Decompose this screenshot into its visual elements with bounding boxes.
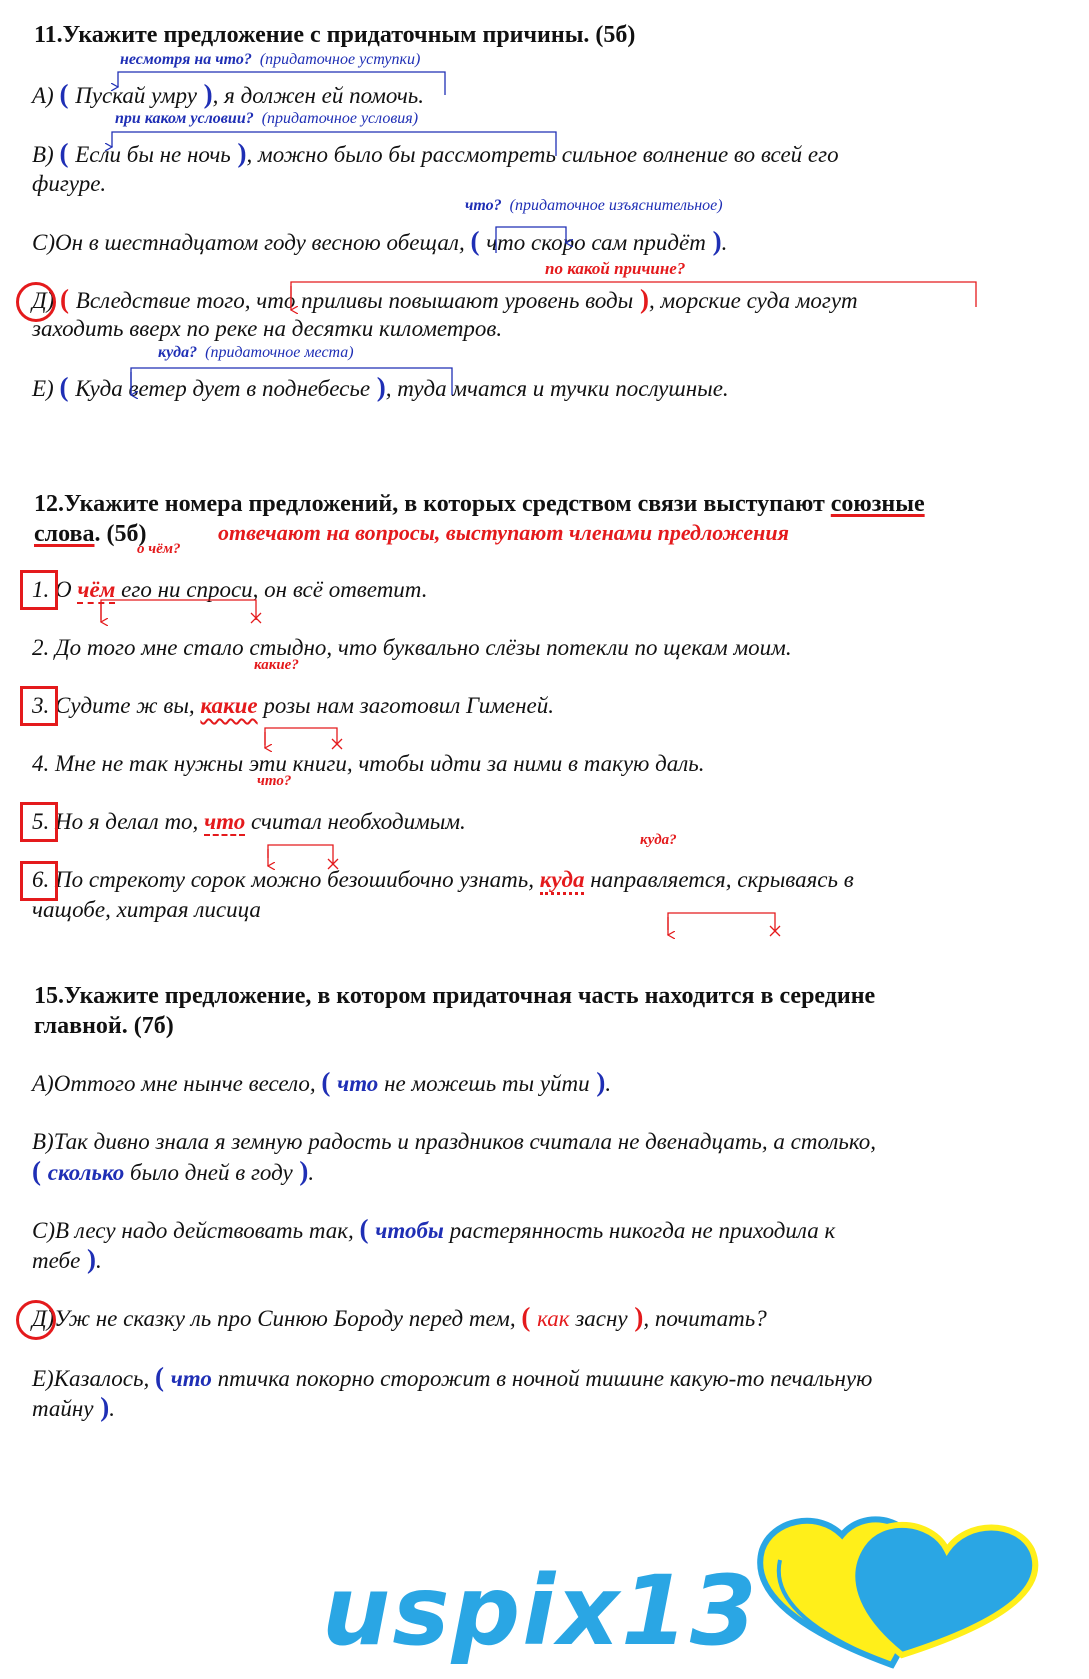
q12-s3-question: какие? (254, 657, 299, 673)
q12-s6-question: куда? (640, 832, 677, 848)
q11-c-sentence: С)Он в шестнадцатом году весною обещал, ( что скоро сам придёт ). (32, 226, 728, 256)
q11-e-annotation: куда? (придаточное места) (158, 344, 354, 361)
q15-c-sentence: С)В лесу надо действовать так, ( чтобы растерянность никогда не приходила к (32, 1214, 836, 1244)
q11-b-sentence-cont: фигуре. (32, 171, 107, 196)
q12-s2-sentence: 2. До того мне стало стыдно, что буквально слёзы потекли по щекам моим. (32, 635, 792, 660)
q12-s1-question: о чём? (137, 541, 181, 557)
q11-d-sentence-cont: заходить вверх по реке на десятки километров. (32, 316, 503, 341)
hearts-icon (742, 1505, 1062, 1675)
q12-s1-sentence: 1. О чём его ни спроси, он всё ответит. (32, 577, 428, 602)
q11-c-annotation: что? (придаточное изъяснительное) (465, 197, 723, 214)
q12-s3-sentence: 3. Судите ж вы, какие розы нам заготовил Гименей. (32, 693, 554, 718)
uspix13-logo: uspix13 (322, 1555, 759, 1667)
q11-e-sentence: Е) ( Куда ветер дует в поднебесье ), туда мчатся и тучки послушные. (32, 372, 729, 402)
q12-s5-question: что? (257, 773, 292, 789)
q11-title: 11.Укажите предложение с придаточным причины. (5б) (34, 22, 636, 48)
q12-s4-sentence: 4. Мне не так нужны эти книги, чтобы идти за ними в такую даль. (32, 751, 705, 776)
q15-e-sentence: Е)Казалось, ( что птичка покорно сторожит в ночной тишине какую-то печальную (32, 1362, 873, 1392)
q15-title-cont: главной. (7б) (34, 1013, 174, 1039)
q15-b-sentence: В)Так дивно знала я земную радость и праздников считала не двенадцать, а столько, (32, 1129, 877, 1154)
q12-title-cont: слова. (5б) (34, 521, 147, 547)
q11-d-annotation: по какой причине? (545, 259, 686, 278)
q11-b-sentence: В) ( Если бы не ночь ), можно было бы рассмотреть сильное волнение во всей его (32, 138, 839, 168)
q15-b-sentence-cont: ( сколько было дней в году ). (32, 1156, 315, 1186)
q12-title: 12.Укажите номера предложений, в которых средством связи выступают союзные (34, 491, 925, 517)
q15-e-sentence-cont: тайну ). (32, 1392, 116, 1422)
q11-d-sentence: Д) ( Вследствие того, что приливы повышают уровень воды ), морские суда могут (32, 284, 858, 314)
q11-a-sentence: А) ( Пускай умру ), я должен ей помочь. (32, 79, 425, 109)
q11-b-annotation: при каком условии? (придаточное условия) (115, 110, 419, 127)
q11-a-annotation: несмотря на что? (придаточное уступки) (120, 51, 421, 68)
q15-title: 15.Укажите предложение, в котором придаточная часть находится в середине (34, 983, 876, 1009)
red-brackets (101, 282, 976, 936)
q15-c-sentence-cont: тебе ). (32, 1244, 102, 1274)
q12-s5-sentence: 5. Но я делал то, что считал необходимым. (32, 809, 466, 834)
blue-brackets (112, 72, 566, 395)
q12-s6-sentence-cont: чащобе, хитрая лисица (32, 897, 261, 922)
q15-a-sentence: А)Оттого мне нынче весело, ( что не можешь ты уйти ). (32, 1067, 612, 1097)
q12-s6-sentence: 6. По стрекоту сорок можно безошибочно узнать, куда направляется, скрываясь в (32, 864, 854, 895)
q15-d-sentence: Д)Уж не сказку ль про Синюю Бороду перед тем, ( как засну ), почитать? (32, 1302, 767, 1332)
q12-note: отвечают на вопросы, выступают членами предложения (218, 520, 789, 545)
